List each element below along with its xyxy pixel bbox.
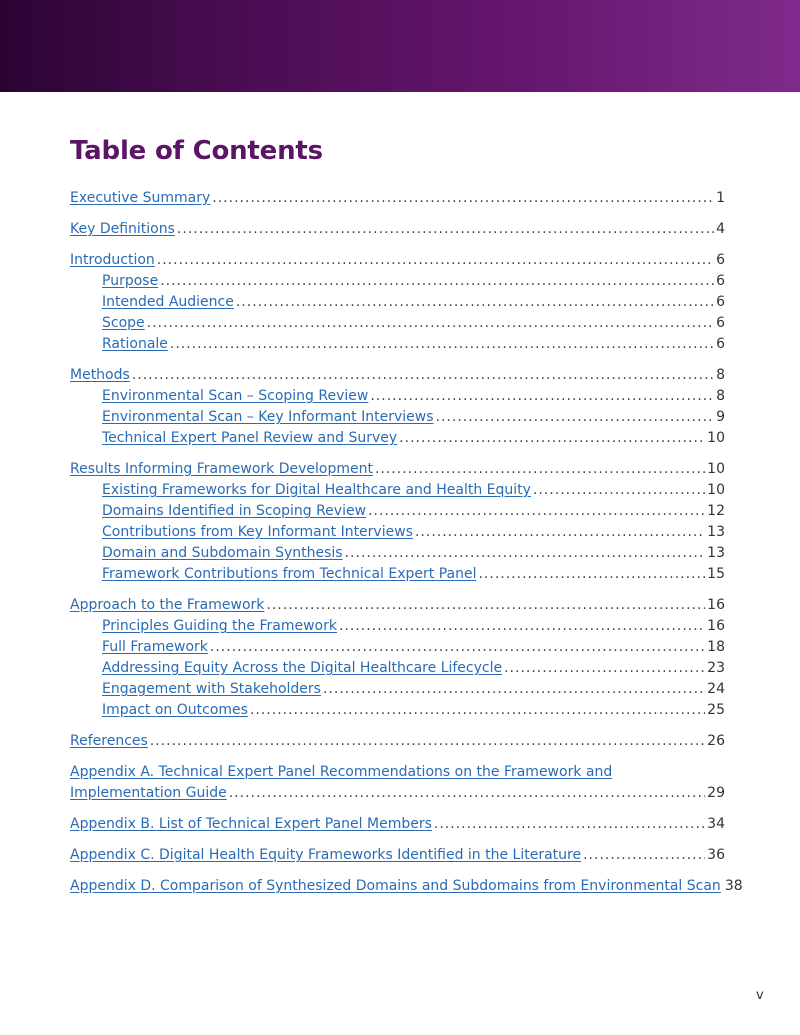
- toc-entry-label[interactable]: Engagement with Stakeholders: [102, 681, 321, 697]
- toc-entry-label[interactable]: Methods: [70, 367, 130, 383]
- toc-entry-environmental-scan-key-informant-intervi[interactable]: [70, 407, 725, 428]
- dot-leader: [370, 386, 714, 407]
- page-number: v: [756, 988, 764, 1003]
- dot-leader: [250, 700, 705, 721]
- toc-entry-page: 25: [707, 702, 725, 718]
- toc-entry-label[interactable]: Environmental Scan – Key Informant Interviews: [102, 409, 434, 425]
- toc-entry-label[interactable]: Contributions from Key Informant Interviews: [102, 524, 413, 540]
- toc-entry-label[interactable]: Intended Audience: [102, 294, 234, 310]
- page-title: Table of Contents: [70, 136, 323, 166]
- dot-leader: [436, 407, 715, 428]
- toc-entry-key-definitions[interactable]: [70, 219, 725, 240]
- dot-leader: [478, 564, 705, 585]
- toc-entry-page: 34: [707, 816, 725, 832]
- toc-entry-label[interactable]: Appendix A. Technical Expert Panel Recommendations on the Framework and: [70, 764, 613, 780]
- toc-entry-label[interactable]: Framework Contributions from Technical Expert Panel: [102, 566, 477, 582]
- dot-leader: [150, 731, 705, 752]
- table-of-contents: [70, 188, 743, 897]
- toc-entry-rationale[interactable]: [70, 334, 725, 355]
- toc-entry-scope[interactable]: [70, 313, 725, 334]
- dot-leader: [266, 595, 705, 616]
- toc-entry-page: 8: [716, 367, 725, 383]
- toc-entry-references[interactable]: [70, 731, 725, 752]
- toc-entry-appendix-b-list-of-technical-expert-pane[interactable]: [70, 814, 725, 835]
- dot-leader: [399, 428, 705, 449]
- toc-entry-framework-contributions-from-technical-e[interactable]: [70, 564, 725, 585]
- toc-entry-label[interactable]: Full Framework: [102, 639, 208, 655]
- toc-entry-label[interactable]: Domains Identified in Scoping Review: [102, 503, 367, 519]
- toc-entry-label[interactable]: Principles Guiding the Framework: [102, 618, 337, 634]
- toc-entry-page: 12: [707, 503, 725, 519]
- toc-entry-existing-frameworks-for-digital-healthca[interactable]: [70, 480, 725, 501]
- toc-entry-page: 8: [716, 388, 725, 404]
- toc-entry-environmental-scan-scoping-review[interactable]: [70, 386, 725, 407]
- header-banner: [0, 0, 800, 92]
- toc-entry-results-informing-framework-development[interactable]: [70, 459, 725, 480]
- toc-entry-executive-summary[interactable]: [70, 188, 725, 209]
- toc-entry-label[interactable]: Rationale: [102, 336, 168, 352]
- dot-leader: [345, 543, 706, 564]
- toc-entry-label[interactable]: Domain and Subdomain Synthesis: [102, 545, 343, 561]
- dot-leader: [170, 334, 714, 355]
- toc-entry-label[interactable]: Existing Frameworks for Digital Healthcare and Health Equity: [102, 482, 531, 498]
- toc-entry-principles-guiding-the-framework[interactable]: [70, 616, 725, 637]
- dot-leader: [157, 250, 714, 271]
- toc-entry-label[interactable]: Key Definitions: [70, 221, 175, 237]
- toc-entry-page: 16: [707, 597, 725, 613]
- toc-entry-domain-and-subdomain-synthesis[interactable]: [70, 543, 725, 564]
- toc-entry-purpose[interactable]: [70, 271, 725, 292]
- toc-entry-approach-to-the-framework[interactable]: [70, 595, 725, 616]
- toc-entry-label-cont[interactable]: Implementation Guide: [70, 785, 227, 801]
- toc-entry-label[interactable]: Technical Expert Panel Review and Survey: [102, 430, 398, 446]
- toc-entry-page: 16: [707, 618, 725, 634]
- toc-entry-page: 13: [707, 524, 725, 540]
- toc-entry-label[interactable]: Appendix C. Digital Health Equity Frameworks Identified in the Literature: [70, 847, 582, 863]
- dot-leader: [368, 501, 705, 522]
- toc-entry-page: 6: [716, 252, 725, 268]
- dot-leader: [323, 679, 705, 700]
- toc-entry-page: 29: [707, 785, 725, 801]
- toc-entry-page: 18: [707, 639, 725, 655]
- dot-leader: [210, 637, 705, 658]
- toc-entry-page: 9: [716, 409, 725, 425]
- toc-entry-label[interactable]: Appendix B. List of Technical Expert Panel Members: [70, 816, 432, 832]
- toc-entry-addressing-equity-across-the-digital-hea[interactable]: [70, 658, 725, 679]
- toc-entry-page: 1: [716, 190, 725, 206]
- toc-entry-technical-expert-panel-review-and-survey[interactable]: [70, 428, 725, 449]
- toc-entry-label[interactable]: Addressing Equity Across the Digital Healthcare Lifecycle: [102, 660, 503, 676]
- toc-entry-page: 6: [716, 273, 725, 289]
- dot-leader: [415, 522, 705, 543]
- dot-leader: [147, 313, 714, 334]
- toc-entry-full-framework[interactable]: [70, 637, 725, 658]
- toc-entry-page: 6: [716, 336, 725, 352]
- toc-entry-page: 4: [716, 221, 725, 237]
- toc-entry-label[interactable]: Environmental Scan – Scoping Review: [102, 388, 369, 404]
- toc-entry-page: 10: [707, 482, 725, 498]
- toc-entry-page: 24: [707, 681, 725, 697]
- dot-leader: [434, 814, 705, 835]
- toc-entry-impact-on-outcomes[interactable]: [70, 700, 725, 721]
- dot-leader: [339, 616, 705, 637]
- toc-entry-page: 38: [724, 878, 743, 894]
- toc-entry-label[interactable]: Executive Summary: [70, 190, 211, 206]
- toc-entry-label[interactable]: Approach to the Framework: [70, 597, 265, 613]
- dot-leader: [132, 365, 714, 386]
- dot-leader: [177, 219, 714, 240]
- dot-leader: [583, 845, 705, 866]
- toc-entry-appendix-a-technical-expert-panel-recomm-cont[interactable]: [70, 783, 725, 804]
- dot-leader: [229, 783, 705, 804]
- toc-entry-label[interactable]: Appendix D. Comparison of Synthesized Domains and Subdomains from Environmental Scan: [70, 878, 721, 894]
- toc-entry-label[interactable]: Results Informing Framework Development: [70, 461, 373, 477]
- toc-entry-appendix-c-digital-health-equity-framewo[interactable]: [70, 845, 725, 866]
- toc-entry-page: 6: [716, 315, 725, 331]
- toc-entry-page: 10: [707, 461, 725, 477]
- toc-entry-domains-identified-in-scoping-review[interactable]: [70, 501, 725, 522]
- toc-entry-engagement-with-stakeholders[interactable]: [70, 679, 725, 700]
- toc-entry-page: 10: [707, 430, 725, 446]
- toc-entry-page: 15: [707, 566, 725, 582]
- toc-entry-page: 6: [716, 294, 725, 310]
- toc-entry-appendix-d-comparison-of-synthesized-dom[interactable]: [70, 876, 743, 897]
- toc-entry-page: 26: [707, 733, 725, 749]
- toc-entry-label[interactable]: References: [70, 733, 148, 749]
- toc-entry-page: 36: [707, 847, 725, 863]
- toc-entry-introduction[interactable]: [70, 250, 725, 271]
- toc-entry-page: 23: [707, 660, 725, 676]
- toc-entry-intended-audience[interactable]: [70, 292, 725, 313]
- toc-entry-contributions-from-key-informant-intervi[interactable]: [70, 522, 725, 543]
- toc-entry-label[interactable]: Scope: [102, 315, 145, 331]
- dot-leader: [504, 658, 705, 679]
- toc-entry-label[interactable]: Purpose: [102, 273, 159, 289]
- dot-leader: [533, 480, 705, 501]
- dot-leader: [236, 292, 714, 313]
- toc-entry-page: 13: [707, 545, 725, 561]
- toc-entry-appendix-a-technical-expert-panel-recomm[interactable]: [70, 762, 725, 783]
- toc-entry-methods[interactable]: [70, 365, 725, 386]
- dot-leader: [160, 271, 714, 292]
- toc-entry-label[interactable]: Introduction: [70, 252, 155, 268]
- toc-entry-label[interactable]: Impact on Outcomes: [102, 702, 248, 718]
- dot-leader: [375, 459, 705, 480]
- dot-leader: [212, 188, 714, 209]
